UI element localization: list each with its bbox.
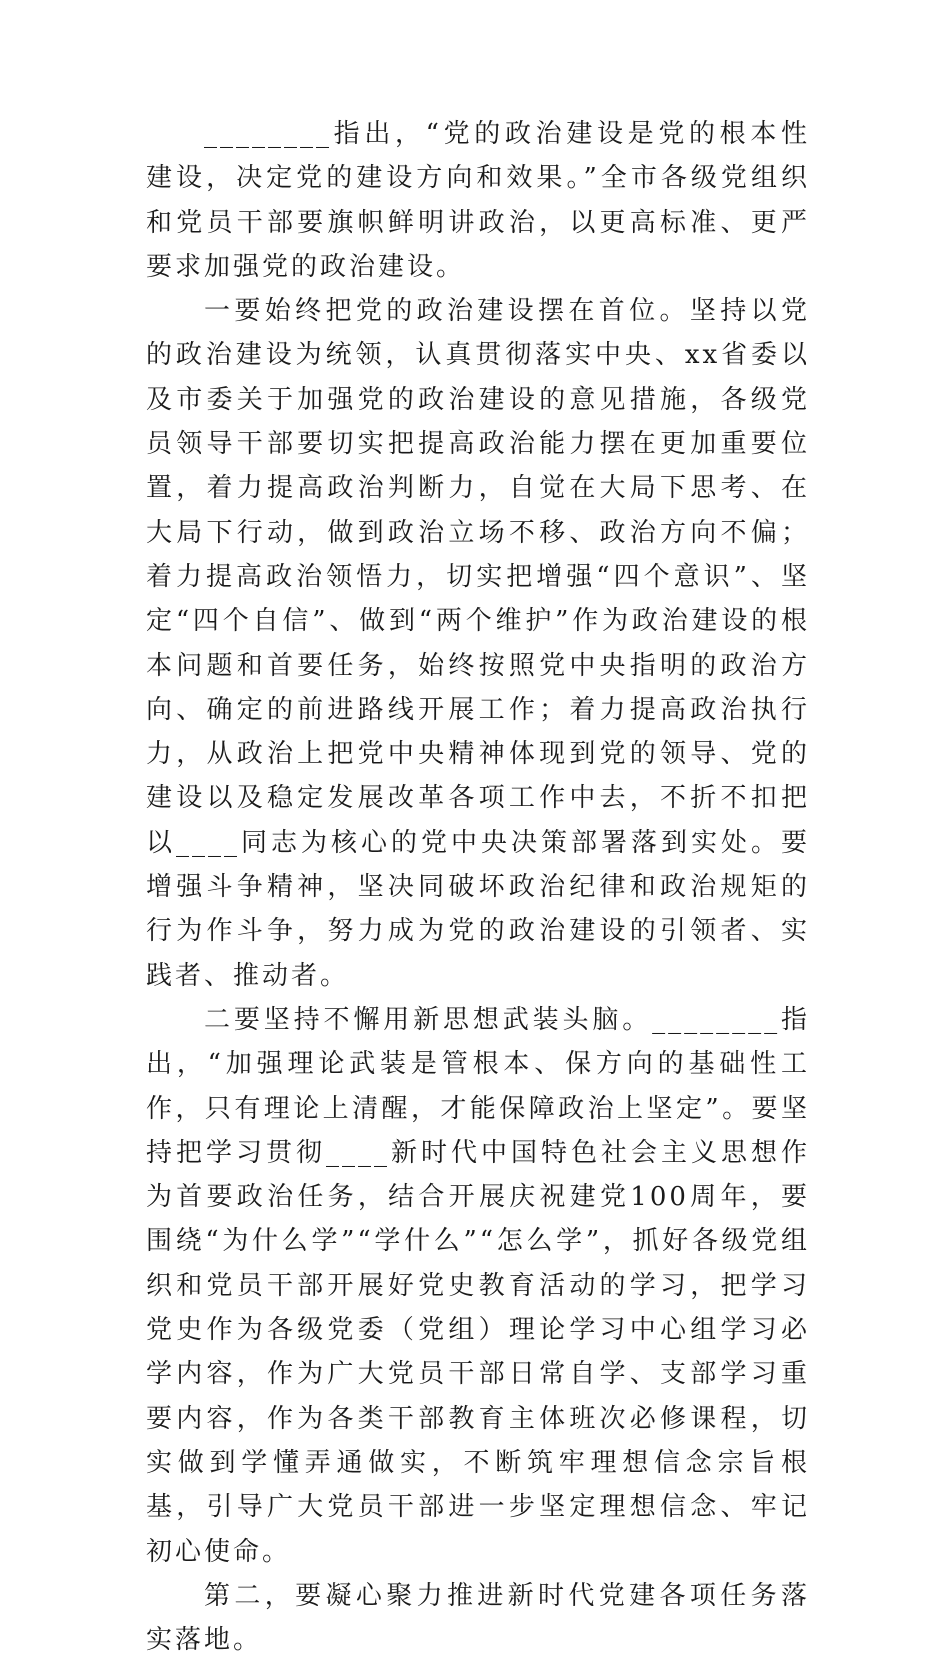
paragraph-second-heading: 第二，要凝心聚力推进新时代党建各项任务落实落地。 — [146, 1580, 810, 1656]
paragraph-political-construction-intro: ________指出，“党的政治建设是党的根本性建设，决定党的建设方向和效果。”全市各级党组织和党员干部要旗帜鲜明讲政治，以更高标准、更严要求加强党的政治建设。 — [146, 119, 810, 282]
paragraph-theory-armament: 二要坚持不懈用新思想武装头脑。________指出，“加强理论武装是管根本、保方向的基础性工作，只有理论上清醒，才能保障政治上坚定”。要坚持把学习贯彻____新时代中国特色社会主义思想作为首要政治任务，结合开展庆祝建党100周年，要围绕“为什么学”“学什么”“怎么学”，抓好各级党组织和党员干部开展好党史教育活动的学习，把学习党史作为各级党委（党组）理论学习中心组学习必学内容，作为广大党员干部日常自学、支部学习重要内容，作为各类干部教育主体班次必修课程，切实做到学懂弄通做实，不断筑牢理想信念宗旨根基，引导广大党员干部进一步坚定理想信念、牢记初心使命。 — [146, 1004, 810, 1567]
document-body — [146, 112, 810, 1662]
paragraph-political-construction-first: 一要始终把党的政治建设摆在首位。坚持以党的政治建设为统领，认真贯彻落实中央、xx省委以及市委关于加强党的政治建设的意见措施，各级党员领导干部要切实把提高政治能力摆在更加重要位置，着力提高政治判断力，自觉在大局下思考、在大局下行动，做到政治立场不移、政治方向不偏；着力提高政治领悟力，切实把增强“四个意识”、坚定“四个自信”、做到“两个维护”作为政治建设的根本问题和首要任务，始终按照党中央指明的政治方向、确定的前进路线开展工作；着力提高政治执行力，从政治上把党中央精神体现到党的领导、党的建设以及稳定发展改革各项工作中去，不折不扣把以____同志为核心的党中央决策部署落到实处。要增强斗争精神，坚决同破坏政治纪律和政治规矩的行为作斗争，努力成为党的政治建设的引领者、实践者、推动者。 — [146, 296, 810, 991]
